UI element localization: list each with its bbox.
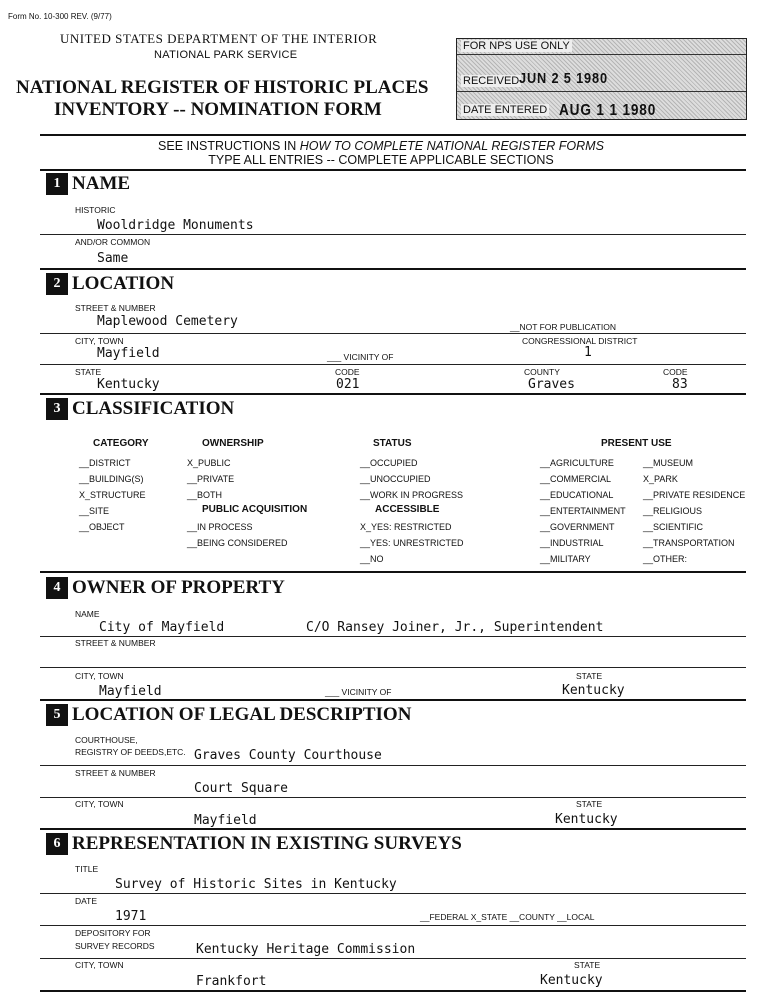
legal-street-value: Court Square: [194, 781, 288, 796]
use-agriculture: __AGRICULTURE: [540, 458, 614, 468]
section-4-title: OWNER OF PROPERTY: [72, 577, 285, 598]
form-subtitle: INVENTORY -- NOMINATION FORM: [54, 99, 382, 120]
owner-vicinity-of: ___ VICINITY OF: [325, 687, 392, 697]
acquisition-being-considered: __BEING CONSIDERED: [187, 538, 288, 548]
historic-value: Wooldridge Monuments: [97, 218, 254, 233]
use-entertainment: __ENTERTAINMENT: [540, 506, 626, 516]
status-heading: STATUS: [373, 438, 412, 449]
ownership-private: __PRIVATE: [187, 474, 235, 484]
use-commercial: __COMMERCIAL: [540, 474, 612, 484]
entered-label: DATE ENTERED: [463, 104, 548, 116]
depository-value: Kentucky Heritage Commission: [196, 942, 416, 957]
section-6-number: 6: [46, 833, 68, 855]
present-use-heading: PRESENT USE: [601, 438, 672, 449]
survey-title-value: Survey of Historic Sites in Kentucky: [115, 877, 397, 892]
nps-use-box: [456, 38, 747, 120]
use-museum: __MUSEUM: [643, 458, 694, 468]
owner-name-value-2: C/O Ransey Joiner, Jr., Superintendent: [306, 620, 604, 635]
street-label: STREET & NUMBER: [75, 303, 156, 313]
not-for-publication: __NOT FOR PUBLICATION: [510, 322, 616, 332]
section-3-number: 3: [46, 398, 68, 420]
vicinity-of: ___ VICINITY OF: [327, 352, 394, 362]
ownership-both: __BOTH: [187, 490, 223, 500]
owner-state-value: Kentucky: [562, 683, 625, 698]
status-unoccupied: __UNOCCUPIED: [360, 474, 431, 484]
survey-title-label: TITLE: [75, 864, 99, 874]
depository-state-label: STATE: [574, 960, 601, 970]
category-site: __SITE: [79, 506, 110, 516]
agency-name: UNITED STATES DEPARTMENT OF THE INTERIOR: [60, 31, 378, 46]
survey-levels: __FEDERAL X_STATE __COUNTY __LOCAL: [420, 912, 595, 922]
status-work-in-progress: __WORK IN PROGRESS: [360, 490, 464, 500]
owner-street-label: STREET & NUMBER: [75, 638, 156, 648]
congressional-district-value: 1: [584, 345, 592, 360]
form-title: NATIONAL REGISTER OF HISTORIC PLACES: [16, 77, 429, 98]
county-code-label: CODE: [663, 367, 688, 377]
owner-city-value: Mayfield: [99, 684, 162, 699]
received-stamp: JUN 2 5 1980: [519, 70, 608, 87]
city-value: Mayfield: [97, 346, 160, 361]
status-occupied: __OCCUPIED: [360, 458, 418, 468]
use-transportation: __TRANSPORTATION: [643, 538, 735, 548]
use-government: __GOVERNMENT: [540, 522, 615, 532]
courthouse-label: COURTHOUSE,: [75, 735, 138, 745]
category-heading: CATEGORY: [93, 438, 149, 449]
acquisition-in-process: __IN PROCESS: [187, 522, 253, 532]
registry-label: REGISTRY OF DEEDS,ETC.: [75, 747, 186, 757]
ownership-public: X_PUBLIC: [187, 458, 231, 468]
use-other: __OTHER:: [643, 554, 688, 564]
depository-city-value: Frankfort: [196, 974, 267, 989]
state-code-label: CODE: [335, 367, 360, 377]
city-label: CITY, TOWN: [75, 336, 124, 346]
service-name: NATIONAL PARK SERVICE: [154, 49, 298, 61]
depository-state-value: Kentucky: [540, 973, 603, 988]
use-scientific: __SCIENTIFIC: [643, 522, 704, 532]
registry-value: Graves County Courthouse: [194, 748, 382, 763]
county-label: COUNTY: [524, 367, 560, 377]
common-label: AND/OR COMMON: [75, 237, 151, 247]
use-park: X_PARK: [643, 474, 678, 484]
section-1-title: NAME: [72, 173, 131, 194]
access-unrestricted: __YES: UNRESTRICTED: [360, 538, 464, 548]
use-private-residence: __PRIVATE RESIDENCE: [643, 490, 746, 500]
section-2-number: 2: [46, 273, 68, 295]
category-object: __OBJECT: [79, 522, 125, 532]
access-no: __NO: [360, 554, 384, 564]
survey-date-label: DATE: [75, 896, 98, 906]
legal-city-label: CITY, TOWN: [75, 799, 124, 809]
section-1-number: 1: [46, 173, 68, 195]
form-number: Form No. 10-300 REV. (9/77): [8, 12, 112, 21]
legal-street-label: STREET & NUMBER: [75, 768, 156, 778]
nps-box-label: FOR NPS USE ONLY: [463, 40, 570, 52]
use-religious: __RELIGIOUS: [643, 506, 703, 516]
ownership-heading: OWNERSHIP: [202, 438, 264, 449]
state-label: STATE: [75, 367, 102, 377]
state-code-value: 021: [336, 377, 360, 392]
legal-state-label: STATE: [576, 799, 603, 809]
legal-city-value: Mayfield: [194, 813, 257, 828]
instructions-line-1: SEE INSTRUCTIONS IN HOW TO COMPLETE NATIONAL REGISTER FORMS: [158, 139, 604, 153]
county-value: Graves: [528, 377, 575, 392]
owner-name-label: NAME: [75, 609, 100, 619]
section-5-number: 5: [46, 704, 68, 726]
owner-name-value: City of Mayfield: [99, 620, 225, 635]
accessible-heading: ACCESSIBLE: [375, 504, 440, 515]
section-6-title: REPRESENTATION IN EXISTING SURVEYS: [72, 833, 462, 854]
survey-date-value: 1971: [115, 909, 147, 924]
category-buildings: __BUILDING(S): [79, 474, 144, 484]
section-3-title: CLASSIFICATION: [72, 398, 235, 419]
category-structure: X_STRUCTURE: [79, 490, 146, 500]
entered-stamp: AUG 1 1 1980: [559, 102, 657, 119]
legal-state-value: Kentucky: [555, 812, 618, 827]
owner-city-label: CITY, TOWN: [75, 671, 124, 681]
public-acquisition-heading: PUBLIC ACQUISITION: [202, 504, 308, 515]
depository-city-label: CITY, TOWN: [75, 960, 124, 970]
state-value: Kentucky: [97, 377, 160, 392]
survey-records-label: SURVEY RECORDS: [75, 941, 155, 951]
common-value: Same: [97, 251, 129, 266]
received-label: RECEIVED: [463, 75, 520, 87]
depository-label: DEPOSITORY FOR: [75, 928, 151, 938]
section-4-number: 4: [46, 577, 68, 599]
county-code-value: 83: [672, 377, 688, 392]
category-district: __DISTRICT: [79, 458, 131, 468]
congressional-district-label: CONGRESSIONAL DISTRICT: [522, 336, 638, 346]
street-value: Maplewood Cemetery: [97, 314, 238, 329]
historic-label: HISTORIC: [75, 205, 116, 215]
instructions-line-2: TYPE ALL ENTRIES -- COMPLETE APPLICABLE SECTIONS: [208, 153, 554, 167]
access-restricted: X_YES: RESTRICTED: [360, 522, 452, 532]
use-military: __MILITARY: [540, 554, 591, 564]
section-2-title: LOCATION: [72, 273, 175, 294]
use-industrial: __INDUSTRIAL: [540, 538, 604, 548]
use-educational: __EDUCATIONAL: [540, 490, 614, 500]
section-5-title: LOCATION OF LEGAL DESCRIPTION: [72, 704, 412, 725]
owner-state-label: STATE: [576, 671, 603, 681]
